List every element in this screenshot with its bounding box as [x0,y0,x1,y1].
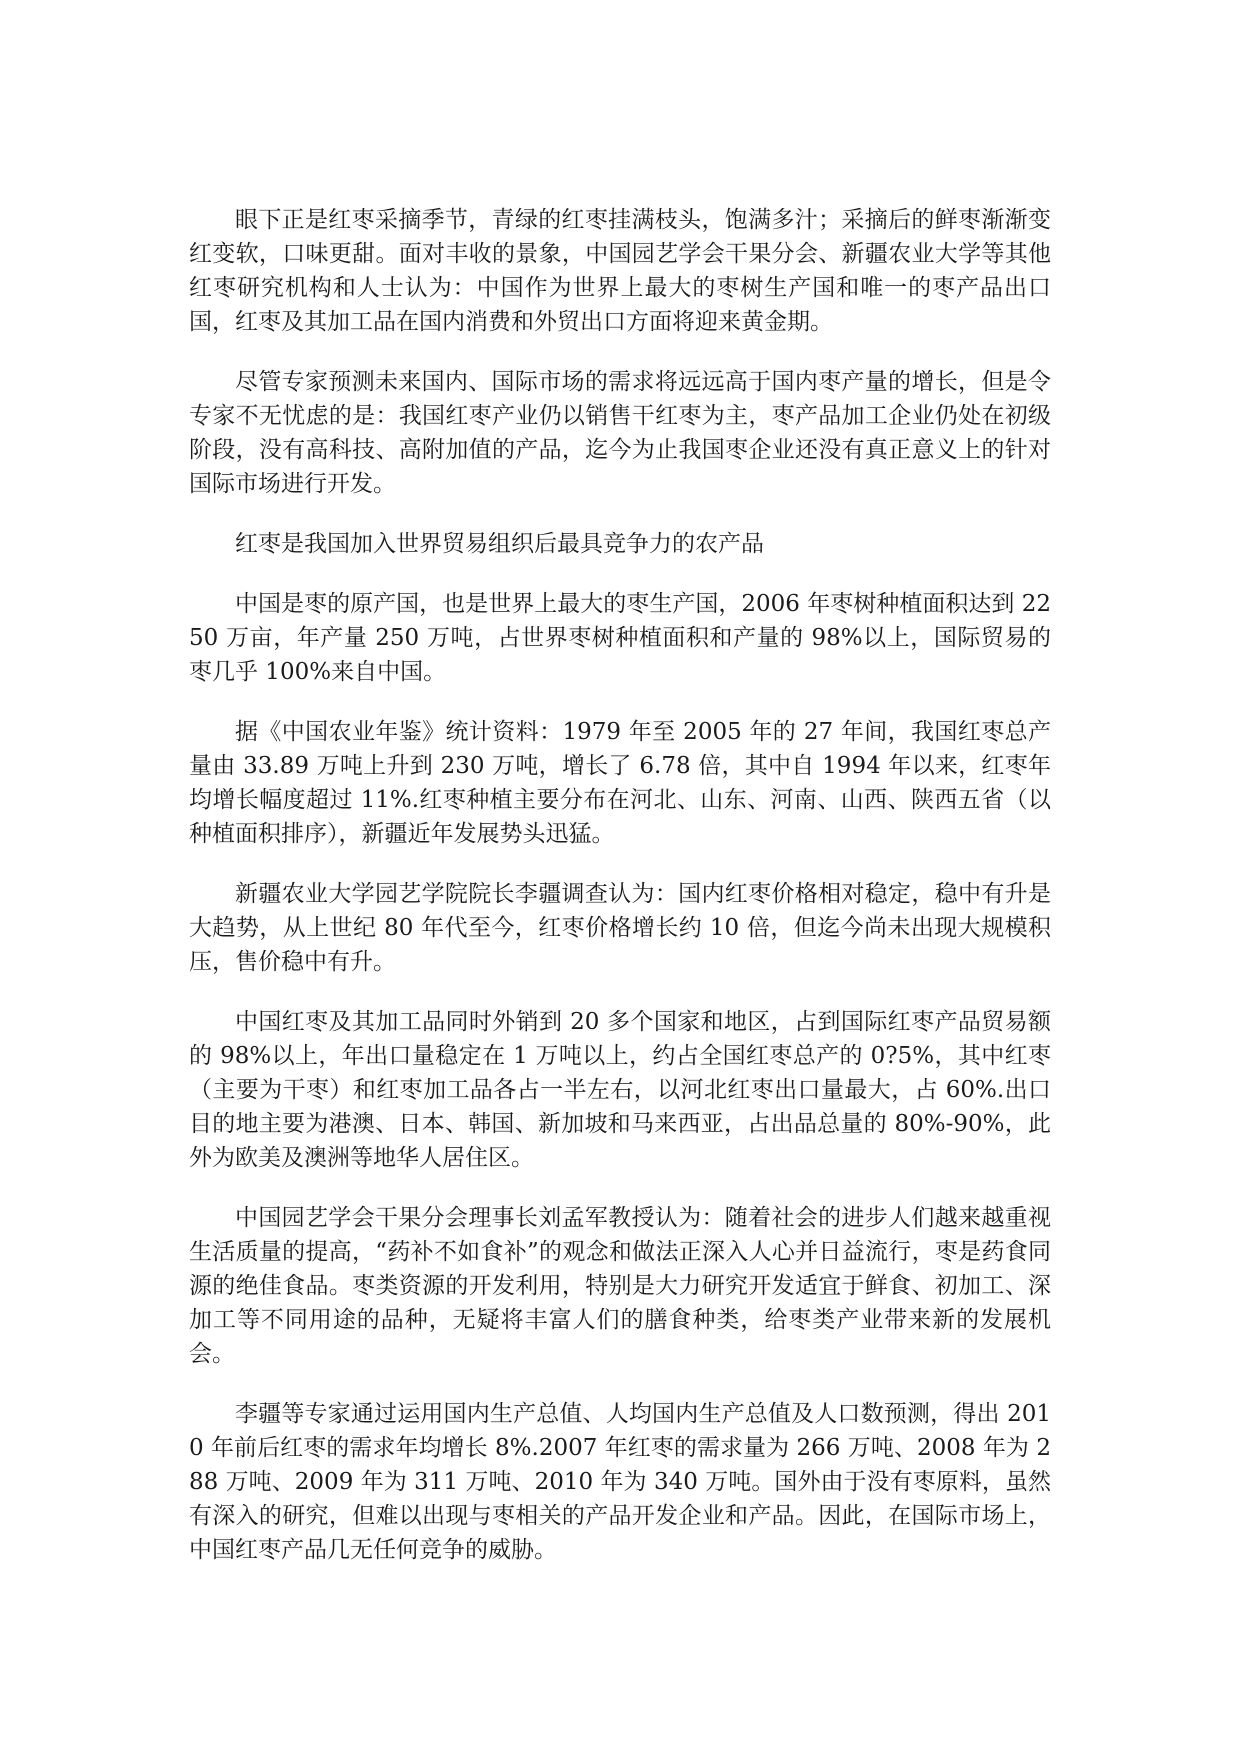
section-heading-competitiveness: 红枣是我国加入世界贸易组织后最具竞争力的农产品 [235,531,764,557]
paragraph-dietary-trends: 中国园艺学会干果分会理事长刘孟军教授认为：随着社会的进步人们越来越重视生活质量的提高，“药补不如食补”的观念和做法正深入人心并日益流行，枣是药食同源的绝佳食品。枣类资源的开发利用，特别是大力研究开发适宜于鲜食、初加工、深加工等不同用途的品种，无疑将丰富人们的膳食种类，给枣类产业带来新的发展机会。 [189,1205,1051,1367]
paragraph-expert-concerns: 尽管专家预测未来国内、国际市场的需求将远远高于国内枣产量的增长，但是令专家不无忧虑的是：我国红枣产业仍以销售干红枣为主，枣产品加工企业仍处在初级阶段，没有高科技、高附加值的产品，迄今为止我国枣企业还没有真正意义上的针对国际市场进行开发。 [189,369,1051,497]
paragraph-demand-forecast: 李疆等专家通过运用国内生产总值、人均国内生产总值及人口数预测，得出 2010 年前后红枣的需求年均增长 8%.2007 年红枣的需求量为 266 万吨、2008 年为 288 万吨、2009 年为 311 万吨、2010 年为 340 万吨。国外由于没有枣原料，虽然有深入的研究，但难以出现与枣相关的产品开发企业和产品。因此，在国际市场上，中国红枣产品几无任何竞争的威胁。 [189,1401,1051,1563]
paragraph-origin-country: 中国是枣的原产国，也是世界上最大的枣生产国，2006 年枣树种植面积达到 2250 万亩，年产量 250 万吨，占世界枣树种植面积和产量的 98%以上，国际贸易的枣几乎 100%来自中国。 [189,591,1051,685]
paragraph-harvest-season: 眼下正是红枣采摘季节，青绿的红枣挂满枝头，饱满多汁；采摘后的鲜枣渐渐变红变软，口味更甜。面对丰收的景象，中国园艺学会干果分会、新疆农业大学等其他红枣研究机构和人士认为：中国作为世界上最大的枣树生产国和唯一的枣产品出口国，红枣及其加工品在国内消费和外贸出口方面将迎来黄金期。 [189,207,1051,335]
paragraph-yearbook-statistics: 据《中国农业年鉴》统计资料：1979 年至 2005 年的 27 年间，我国红枣总产量由 33.89 万吨上升到 230 万吨，增长了 6.78 倍，其中自 1994 年以来，红枣年均增长幅度超过 11%.红枣种植主要分布在河北、山东、河南、山西、陕西五省（以种植面积排序），新疆近年发展势头迅猛。 [189,719,1051,847]
paragraph-export-markets: 中国红枣及其加工品同时外销到 20 多个国家和地区，占到国际红枣产品贸易额的 98%以上，年出口量稳定在 1 万吨以上，约占全国红枣总产的 0?5%，其中红枣（主要为干枣）和红枣加工品各占一半左右，以河北红枣出口量最大，占 60%.出口目的地主要为港澳、日本、韩国、新加坡和马来西亚，占出品总量的 80%-90%，此外为欧美及澳洲等地华人居住区。 [189,1009,1051,1171]
paragraph-price-survey: 新疆农业大学园艺学院院长李疆调查认为：国内红枣价格相对稳定，稳中有升是大趋势，从上世纪 80 年代至今，红枣价格增长约 10 倍，但迄今尚未出现大规模积压，售价稳中有升。 [189,881,1051,975]
article-body [189,203,1051,1593]
